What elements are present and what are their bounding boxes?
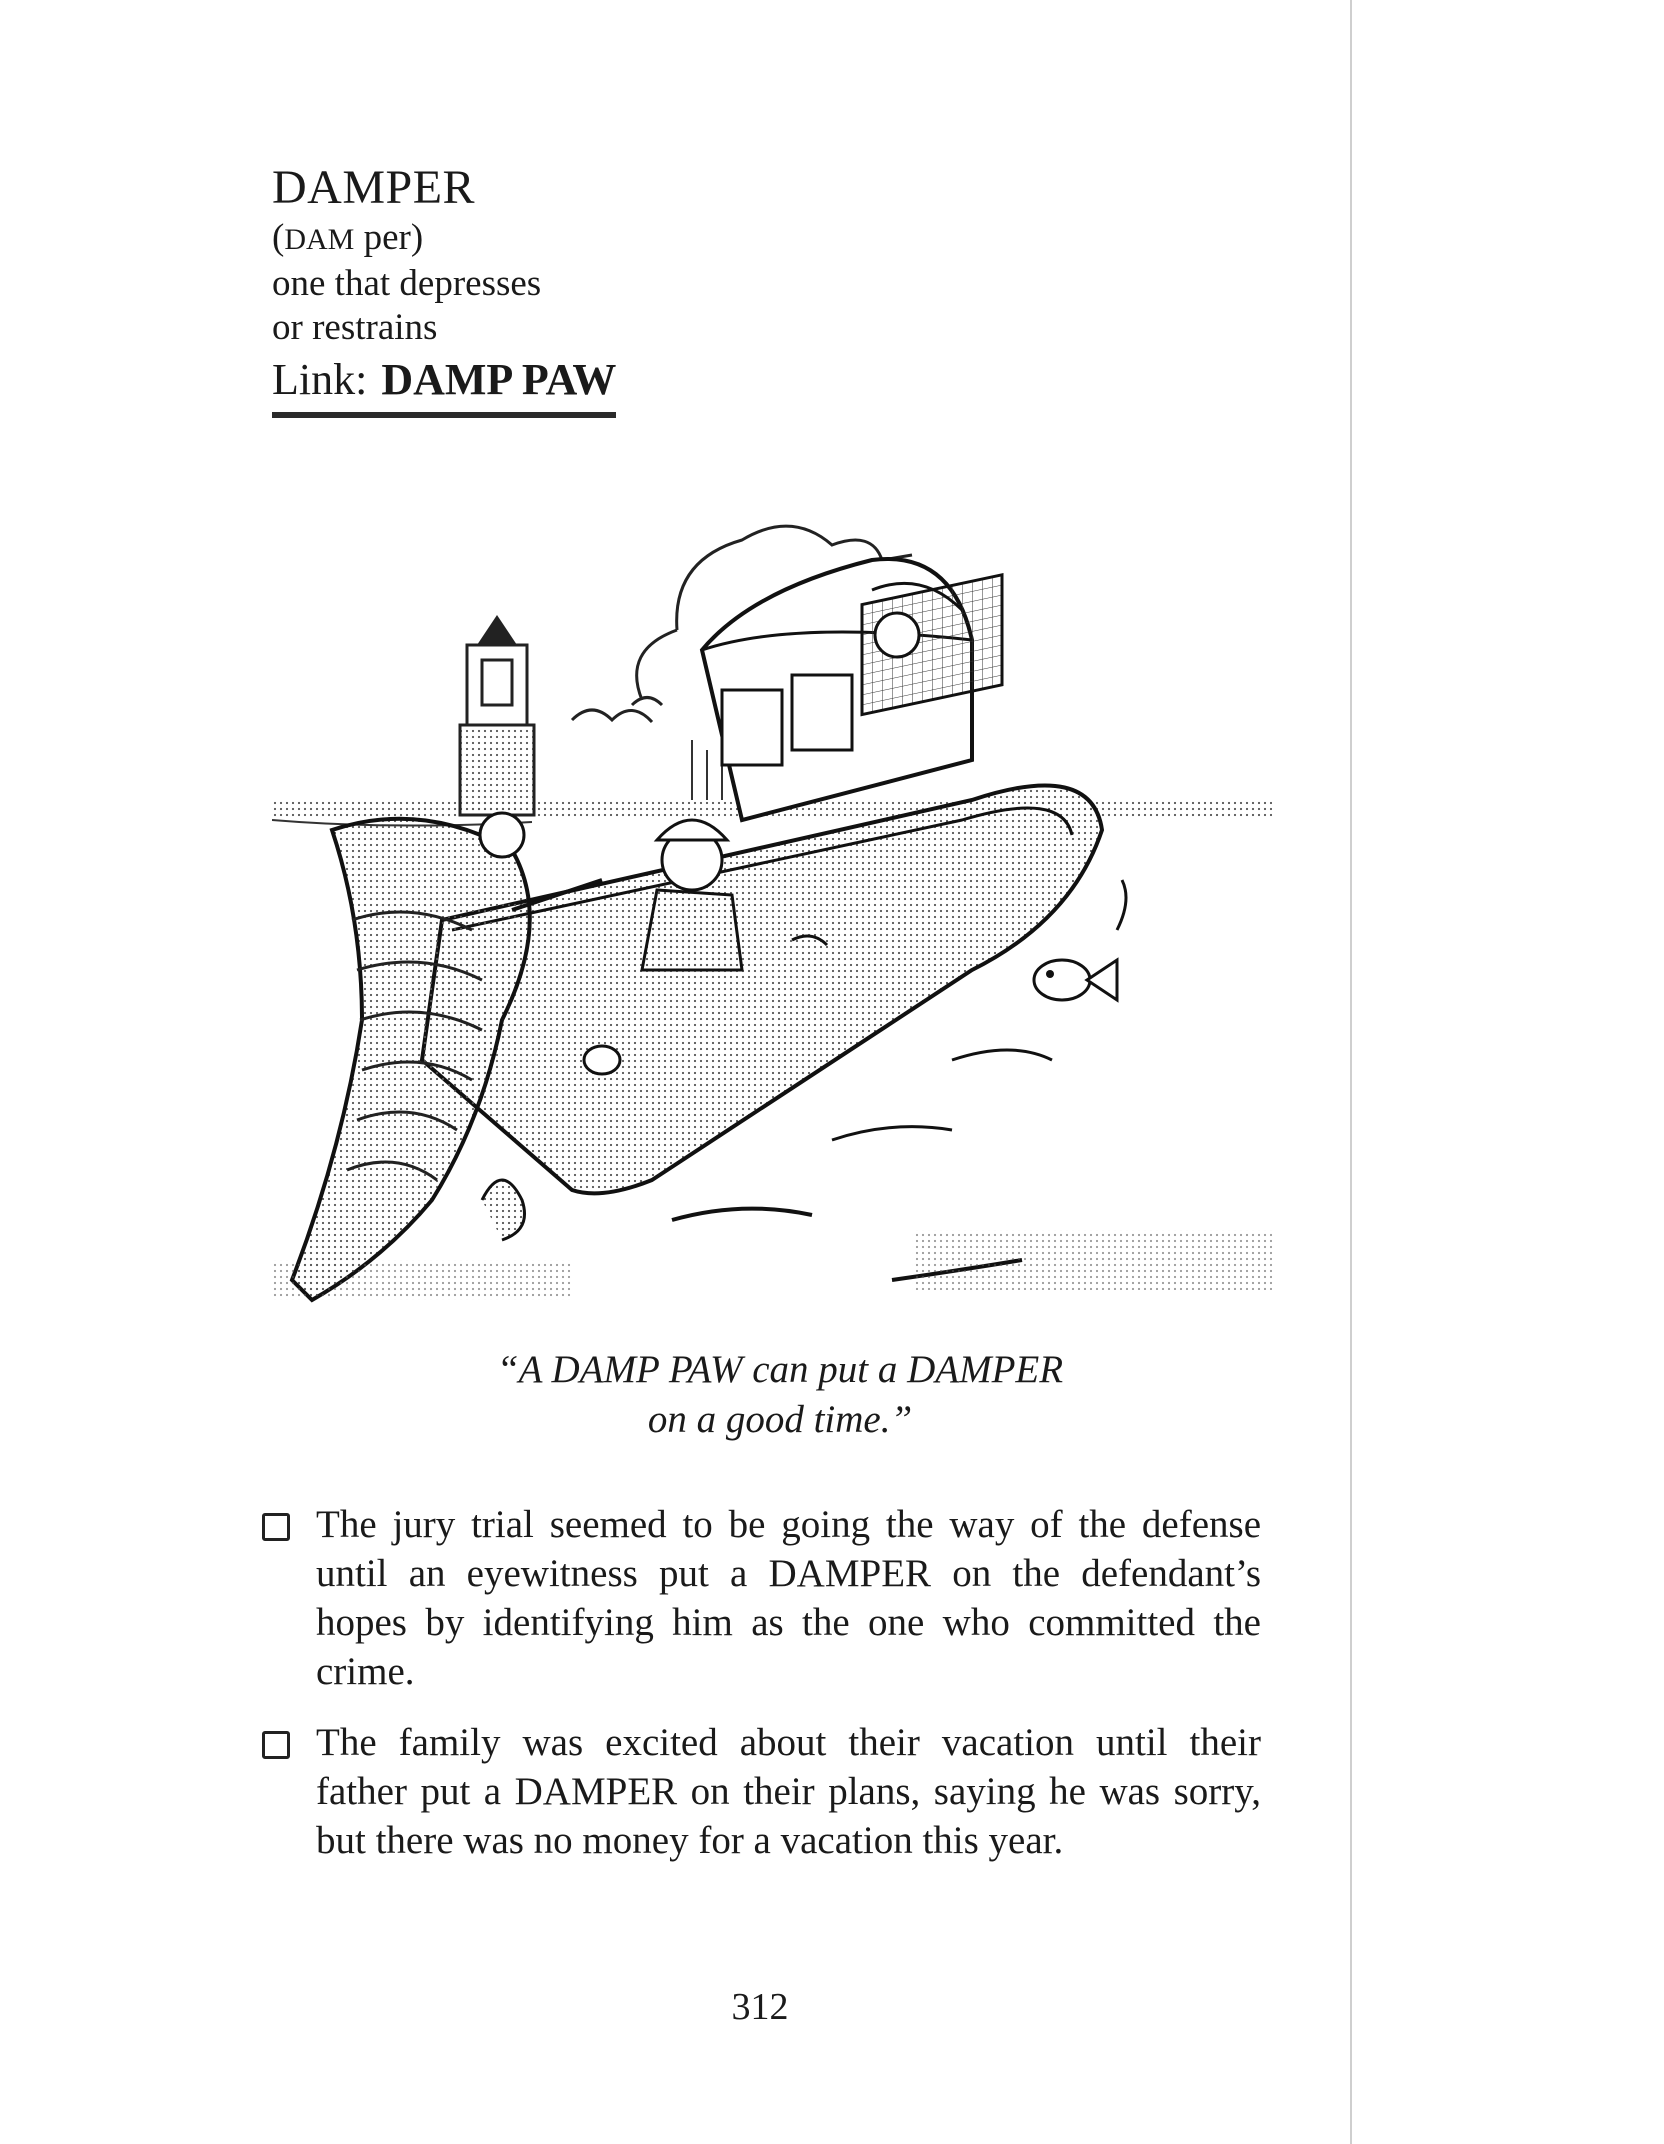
checkbox-icon: [262, 1513, 290, 1541]
caption-line-1: “A DAMP PAW can put a DAMPER: [496, 1348, 1064, 1391]
definition-line-2: or restrains: [272, 307, 438, 348]
caption-line-2: on a good time.”: [647, 1398, 913, 1441]
cartoon-illustration: [272, 500, 1272, 1350]
page-edge-line: [1350, 0, 1352, 2144]
memory-link: [272, 354, 616, 418]
example-text: The jury trial seemed to be going the way of the defense until an eyewitness put a DAMPER on the defendant’s hopes by identifying him as the one who committed the crime.: [316, 1503, 1261, 1693]
example-text: The family was excited about their vacation until their father put a DAMPER on their plans, saying he was sorry, but there was no money for a vacation this year.: [316, 1721, 1261, 1862]
fish: [1034, 960, 1117, 1000]
example-item: [262, 1718, 1262, 1865]
example-item: [262, 1500, 1262, 1696]
headword: DAMPER: [272, 161, 476, 214]
illustration-caption: [300, 1345, 1260, 1445]
vocabulary-entry: [272, 160, 972, 418]
checkbox-icon: [262, 1731, 290, 1759]
pronunciation-unstressed: per: [354, 217, 411, 258]
pronunciation: (DAM per): [272, 217, 424, 258]
page-number: 312: [731, 1986, 789, 2028]
link-word: DAMP PAW: [381, 355, 617, 404]
pronunciation-stressed: DAM: [284, 223, 355, 256]
lighthouse: [460, 615, 534, 815]
link-label: Link:: [272, 355, 368, 404]
example-sentences: [262, 1500, 1262, 1887]
definition-line-1: one that depresses: [272, 263, 542, 304]
